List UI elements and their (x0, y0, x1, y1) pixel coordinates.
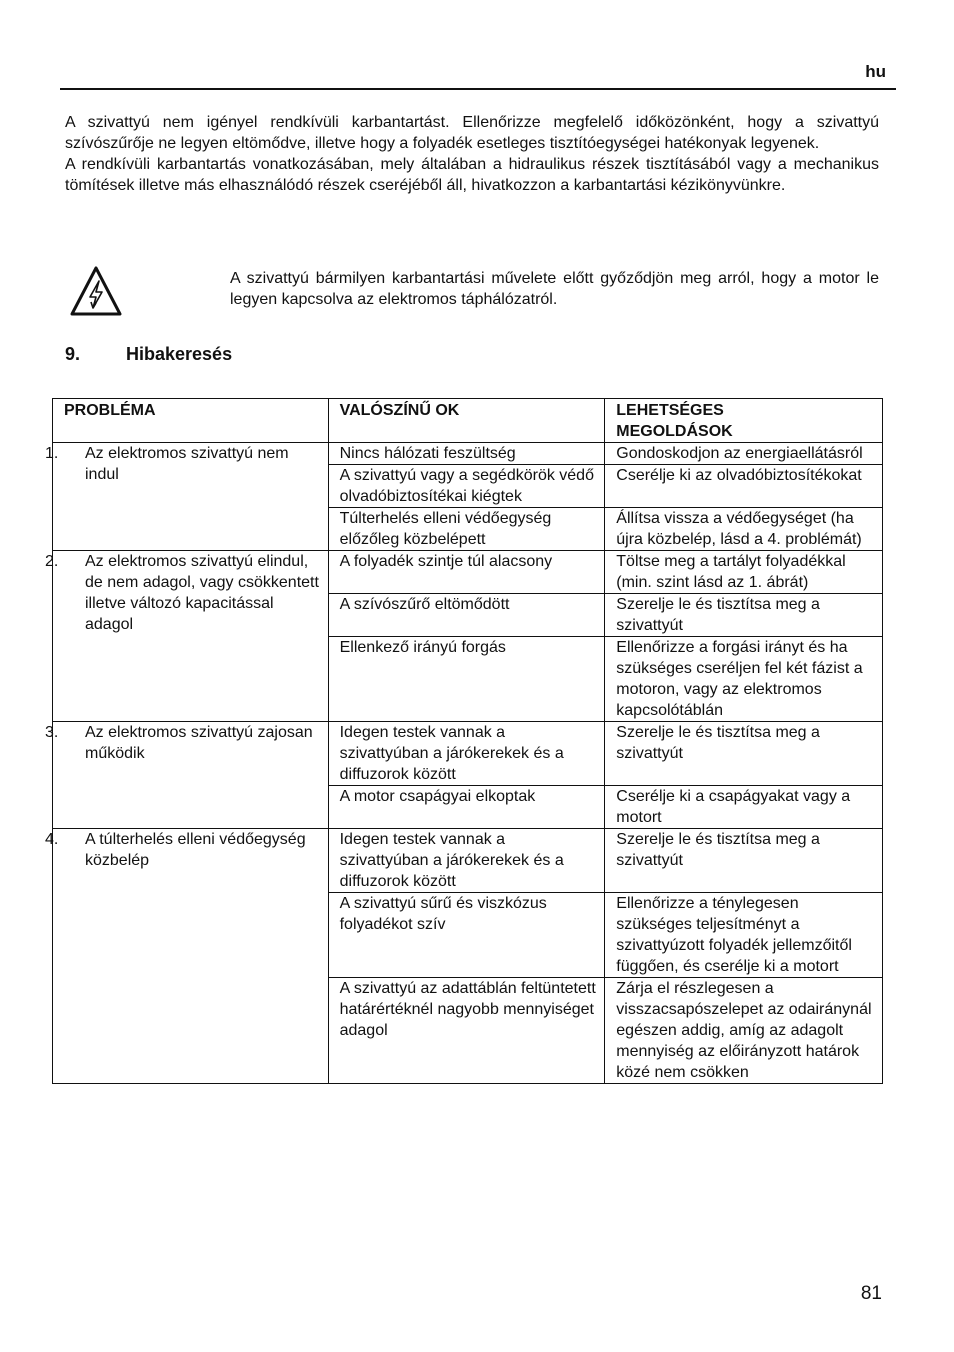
problem-cell (45, 722, 329, 829)
table-row (53, 829, 883, 893)
problem-number: 4. (45, 831, 59, 848)
page-number: 81 (860, 1283, 882, 1304)
section-number: 9. (65, 344, 81, 364)
column-header-problem: PROBLÉMA (53, 399, 329, 443)
solution-cell: Gondoskodjon az energiaellátásról (605, 443, 883, 465)
solution-cell: Cserélje ki az olvadóbiztosítékokat (605, 465, 883, 508)
header-rule (60, 88, 896, 90)
section-heading (65, 344, 232, 365)
intro-paragraph: A rendkívüli karbantartás vonatkozásában, mely általában a hidraulikus részek tisztításából vagy a mechanikus tömítések illetve más elhasználódó részek cseréjéből áll, hivatkozzon a karbantartási kézikönyvünkre. (65, 156, 879, 194)
cause-cell: Idegen testek vannak a szivattyúban a járókerekek és a diffuzorok között (328, 722, 605, 786)
cause-cell: Nincs hálózati feszültség (328, 443, 605, 465)
solution-cell: Töltse meg a tartályt folyadékkal (min. szint lásd az 1. ábrát) (605, 551, 883, 594)
intro-text (65, 112, 879, 196)
problem-description (45, 722, 320, 764)
cause-cell: Ellenkező irányú forgás (328, 637, 605, 722)
troubleshooting-table (45, 398, 883, 1084)
table-row (53, 722, 883, 786)
problem-text: Az elektromos szivattyú elindul, de nem adagol, vagy csökkentett illetve változó kapacitással adagol (85, 553, 319, 633)
solution-cell: Ellenőrizze a ténylegesen szükséges teljesítményt a szivattyúzott folyadék jellemzőitől függően, és cserélje ki a motort (605, 893, 883, 978)
cause-cell: A szivattyú sűrű és viszkózus folyadékot szív (328, 893, 605, 978)
solution-cell: Cserélje ki a csapágyakat vagy a motort (605, 786, 883, 829)
problem-number: 2. (45, 553, 59, 570)
problem-text: Az elektromos szivattyú zajosan működik (85, 724, 313, 762)
table-row (53, 551, 883, 594)
solution-cell: Szerelje le és tisztítsa meg a szivattyút (605, 829, 883, 893)
column-header-solution: LEHETSÉGES MEGOLDÁSOK (605, 399, 883, 443)
language-code: hu (865, 62, 886, 81)
column-header-cause: VALÓSZÍNŰ OK (328, 399, 605, 443)
cause-cell: A motor csapágyai elkoptak (328, 786, 605, 829)
warning-text: A szivattyú bármilyen karbantartási művelete előtt győződjön meg arról, hogy a motor le legyen kapcsolva az elektromos táphálózatról. (230, 270, 879, 308)
solution-cell: Ellenőrizze a forgási irányt és ha szükséges cseréljen fel két fázist a motoron, vagy az elektromos kapcsolótáblán (605, 637, 883, 722)
cause-cell: A szivattyú vagy a segédkörök védő olvadóbiztosítékai kiégtek (328, 465, 605, 508)
intro-paragraph: A szivattyú nem igényel rendkívüli karbantartást. Ellenőrizze megfelelő időközönként, hogy a szivattyú szívószűrője ne legyen eltömődve, illetve hogy a folyadék esetleges tisztítóegységei hatékonyak legyenek. (65, 114, 879, 152)
solution-cell: Szerelje le és tisztítsa meg a szivattyút (605, 722, 883, 786)
cause-cell: A folyadék szintje túl alacsony (328, 551, 605, 594)
solution-cell: Állítsa vissza a védőegységet (ha újra közbelép, lásd a 4. problémát) (605, 508, 883, 551)
electric-hazard-icon (69, 265, 123, 317)
problem-cell (45, 443, 329, 551)
table-header-row (53, 399, 883, 443)
cause-cell: A szivattyú az adattáblán feltüntetett határértéknél nagyobb mennyiséget adagol (328, 978, 605, 1084)
cause-cell: Idegen testek vannak a szivattyúban a járókerekek és a diffuzorok között (328, 829, 605, 893)
problem-cell (45, 551, 329, 722)
problem-description (45, 829, 320, 871)
problem-description (45, 443, 320, 485)
problem-description (45, 551, 320, 635)
problem-cell (45, 829, 329, 1084)
section-title: Hibakeresés (126, 344, 233, 364)
problem-number: 1. (45, 445, 59, 462)
cause-cell: Túlterhelés elleni védőegység előzőleg közbelépett (328, 508, 605, 551)
table-row (53, 443, 883, 465)
problem-text: Az elektromos szivattyú nem indul (85, 445, 289, 483)
solution-cell: Zárja el részlegesen a visszacsapószelepet az odairánynál egészen addig, amíg az adagolt mennyiség az előirányzott határok közé nem csökken (605, 978, 883, 1084)
solution-cell: Szerelje le és tisztítsa meg a szivattyút (605, 594, 883, 637)
cause-cell: A szívószűrő eltömődött (328, 594, 605, 637)
problem-text: A túlterhelés elleni védőegység közbelép (85, 831, 306, 869)
problem-number: 3. (45, 724, 59, 741)
